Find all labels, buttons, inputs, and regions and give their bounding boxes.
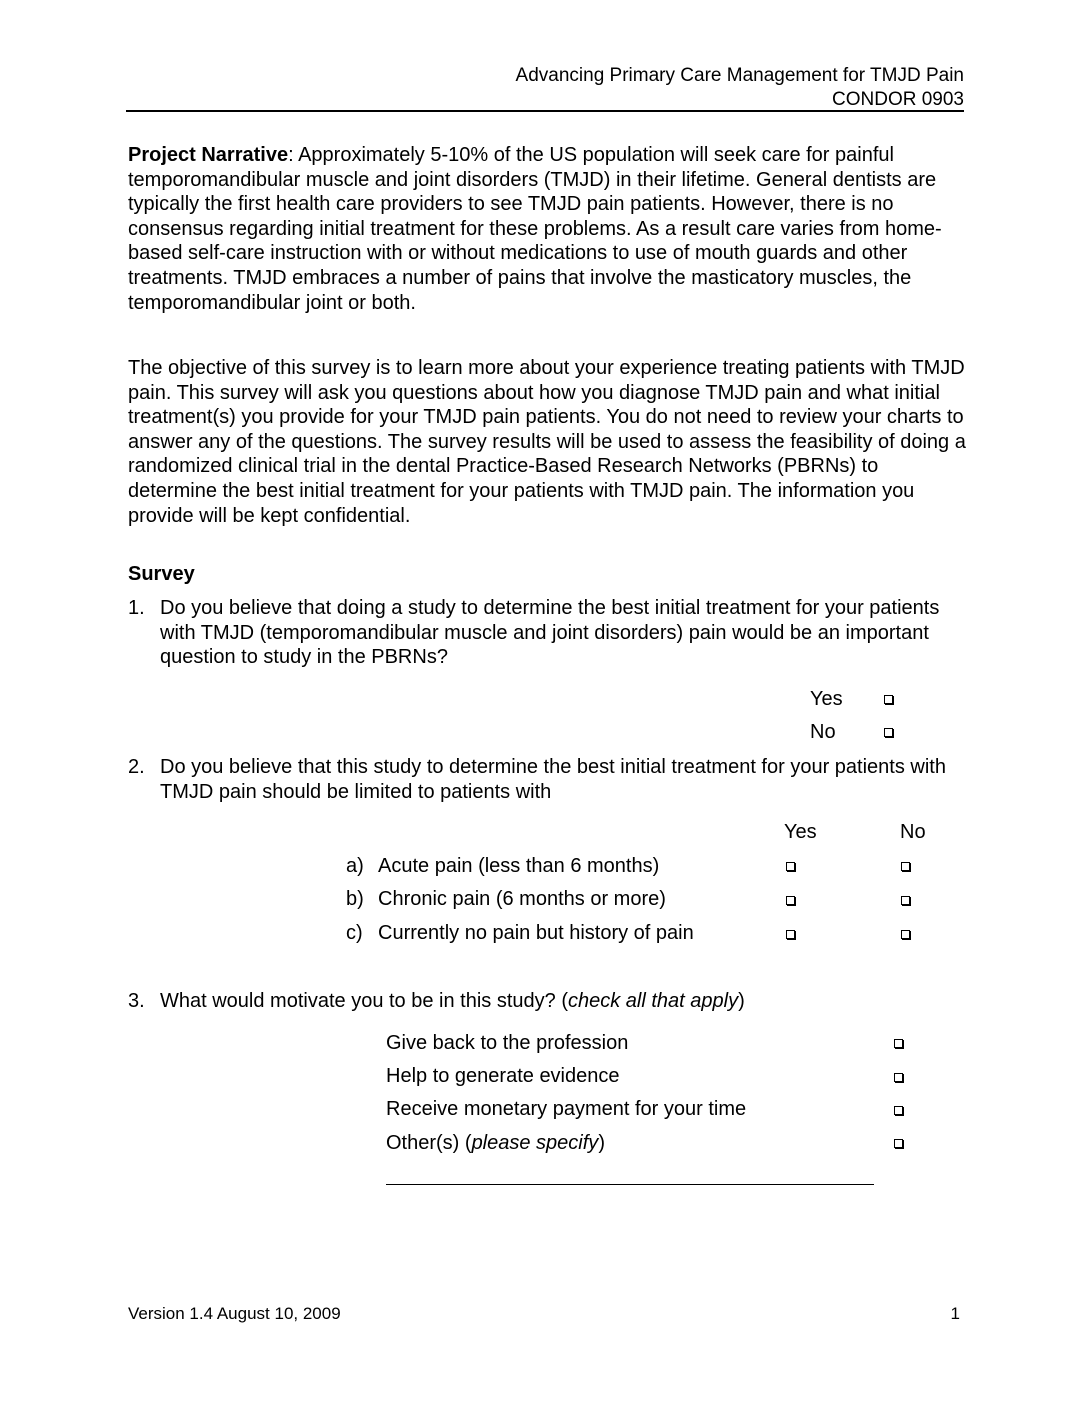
project-narrative — [128, 143, 968, 315]
q3-number: 3. — [128, 990, 145, 1012]
q2-yes-header: Yes — [784, 821, 817, 843]
q1-no-checkbox[interactable] — [884, 728, 893, 737]
q2-item-a-yes-checkbox[interactable] — [786, 862, 795, 871]
header-code: CONDOR 0903 — [832, 89, 964, 110]
q2-number: 2. — [128, 756, 145, 778]
q3-option-payment: Receive monetary payment for your time — [386, 1098, 747, 1120]
q3-text-main: What would motivate you to be in this study? ( — [160, 990, 568, 1012]
q3-option-evidence: Help to generate evidence — [386, 1065, 620, 1087]
q3-text — [160, 989, 745, 1013]
q3-option-payment-checkbox[interactable] — [894, 1106, 903, 1115]
q3-option-give-back-checkbox[interactable] — [894, 1039, 903, 1048]
q3-other-main: Other(s) ( — [386, 1132, 472, 1154]
q2-text: Do you believe that this study to determine the best initial treatment for your patients with TMJD pain should be limited to patients with — [160, 756, 946, 803]
q2-item-b-yes-checkbox[interactable] — [786, 896, 795, 905]
q3-option-other — [386, 1131, 605, 1155]
q2-item-b-no-checkbox[interactable] — [901, 896, 910, 905]
footer-version: Version 1.4 August 10, 2009 — [128, 1304, 341, 1323]
q1-yes-label: Yes — [810, 688, 843, 710]
header-title: Advancing Primary Care Management for TMJD Pain — [515, 65, 964, 86]
q3-other-italic: please specify — [471, 1132, 599, 1154]
q3-option-evidence-checkbox[interactable] — [894, 1073, 903, 1082]
q1-no-label: No — [810, 721, 836, 743]
narrative-label: Project Narrative — [128, 144, 289, 166]
q3-other-end: ) — [598, 1132, 605, 1154]
q2-item-a-label: Acute pain (less than 6 months) — [378, 855, 660, 877]
q2-item-c-label: Currently no pain but history of pain — [378, 922, 694, 944]
q3-text-italic: check all that apply — [567, 990, 739, 1012]
survey-heading: Survey — [128, 563, 195, 585]
q1-text: Do you believe that doing a study to determine the best initial treatment for your patients with TMJD (temporomandibular muscle and joint disorders) pain would be an important question to study in the PBRNs? — [160, 597, 940, 669]
q1-yes-checkbox[interactable] — [884, 695, 893, 704]
q1-number: 1. — [128, 597, 145, 619]
header-rule — [126, 110, 964, 112]
q2-item-c-no-checkbox[interactable] — [901, 930, 910, 939]
q3-option-give-back: Give back to the profession — [386, 1032, 629, 1054]
q2-item-a-no-checkbox[interactable] — [901, 862, 910, 871]
q3-option-other-checkbox[interactable] — [894, 1139, 903, 1148]
q2-item-c-yes-checkbox[interactable] — [786, 930, 795, 939]
q2-item-c-letter: c) — [346, 922, 363, 944]
objective-paragraph: The objective of this survey is to learn more about your experience treating patients with TMJD pain. This survey will ask you questions about how you diagnose TMJD pain and what initial treatment(s) you provide for your TMJD pain patients. You do not need to review your charts to answer any of the questions. The survey results will be used to assess the feasibility of doing a randomized clinical trial in the dental Practice-Based Research Networks (PBRNs) to determine the best initial treatment for your patients with TMJD pain. The information you provide will be kept confidential. — [128, 357, 966, 527]
q2-item-a-letter: a) — [346, 855, 364, 877]
q2-no-header: No — [900, 821, 926, 843]
narrative-text: : Approximately 5-10% of the US population will seek care for painful temporomandibular muscle and joint disorders (TMJD) in their lifetime. General dentists are typically the first health care providers to see TMJD pain patients. However, there is no consensus regarding initial treatment for these problems. As a result care varies from home-based self-care instruction with or without medications to use of mouth guards and other treatments. TMJD embraces a number of pains that involve the masticatory muscles, the temporomandibular joint or both. — [128, 144, 942, 314]
footer-page-number: 1 — [950, 1304, 960, 1323]
q3-text-end: ) — [738, 990, 745, 1012]
q3-other-specify-line[interactable] — [386, 1184, 874, 1185]
q2-item-b-label: Chronic pain (6 months or more) — [378, 888, 666, 910]
q2-item-b-letter: b) — [346, 888, 364, 910]
